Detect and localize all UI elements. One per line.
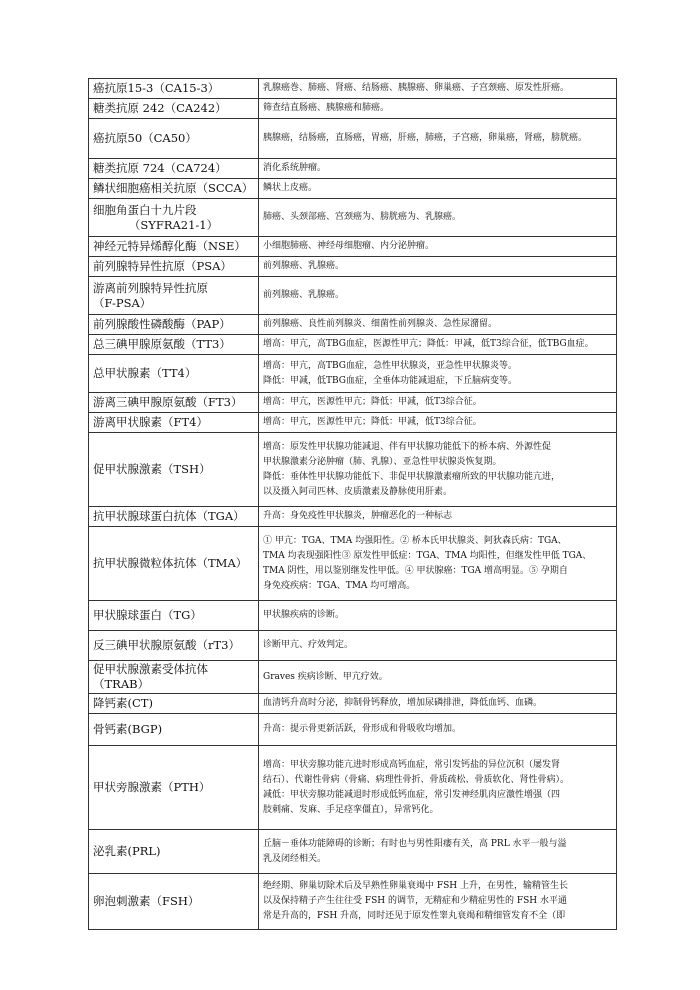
marker-description: 增高：甲亢，医源性甲亢；降低：甲减，低T3综合征。 bbox=[259, 393, 617, 413]
marker-name: 神经元特异烯醇化酶（NSE） bbox=[89, 237, 259, 257]
marker-description: 鳞状上皮癌。 bbox=[259, 179, 617, 199]
marker-name: 促甲状腺激素（TSH） bbox=[89, 433, 259, 507]
marker-description: Graves 疾病诊断、甲亢疗效。 bbox=[259, 661, 617, 694]
table-row bbox=[89, 393, 617, 413]
description-line: 增高：甲状旁腺功能亢进时形成高钙血症，常引发钙盐的异位沉积（屡发肾 bbox=[263, 759, 561, 770]
marker-name: 甲状旁腺激素（PTH） bbox=[89, 746, 259, 830]
table-row bbox=[89, 277, 617, 315]
description-line: 乳及闭经相关。 bbox=[263, 853, 327, 864]
description-line: 身免疫疾病：TGA、TMA 均可增高。 bbox=[263, 580, 416, 591]
marker-name: 前列腺特异性抗原（PSA） bbox=[89, 257, 259, 277]
marker-name: 糖类抗原 724（CA724） bbox=[89, 159, 259, 179]
table-row bbox=[89, 507, 617, 527]
table-row bbox=[89, 527, 617, 601]
marker-name: 前列腺酸性磷酸酶（PAP） bbox=[89, 315, 259, 335]
marker-description: 增高：甲亢，高TBG血症，医源性甲亢；降低：甲减，低T3综合征，低TBG血症。 bbox=[259, 335, 617, 355]
table-row bbox=[89, 631, 617, 661]
marker-description bbox=[259, 874, 617, 930]
marker-name: 卵泡刺激素（FSH） bbox=[89, 874, 259, 930]
marker-description: 小细胞肺癌、神经母细胞瘤、内分泌肿瘤。 bbox=[259, 237, 617, 257]
table-row bbox=[89, 746, 617, 830]
marker-name: 总三碘甲腺原氨酸（TT3） bbox=[89, 335, 259, 355]
marker-name-line: 细胞角蛋白十九片段 bbox=[93, 202, 197, 217]
marker-description bbox=[259, 433, 617, 507]
description-line: ① 甲亢：TGA、TMA 均强阳性。② 桥本氏甲状腺炎、阿狄森氏病：TGA、 bbox=[263, 535, 567, 546]
marker-description: 前列腺癌、良性前列腺炎、细菌性前列腺炎、急性尿潴留。 bbox=[259, 315, 617, 335]
marker-name-line: （SYFRA21-1） bbox=[128, 217, 219, 232]
marker-description: 诊断甲亢、疗效判定。 bbox=[259, 631, 617, 661]
table-row bbox=[89, 159, 617, 179]
description-line: 常是升高的，FSH 升高，同时还见于原发性睾丸衰竭和精细管发育不全（即 bbox=[263, 911, 566, 921]
marker-description: 胰腺癌，结肠癌，直肠癌，胃癌，肝癌，肺癌，子宫癌，卵巢癌，肾癌，膀胱癌。 bbox=[259, 119, 617, 159]
description-line: TMA 均表现强阳性③ 原发性甲低症：TGA、TMA 均阳性，但继发性甲低 TGA、 bbox=[263, 550, 592, 561]
description-line: 甲状腺激素分泌肿瘤（肺、乳腺）、亚急性甲状腺炎恢复期。 bbox=[263, 456, 502, 467]
table-row bbox=[89, 601, 617, 631]
description-line: 降低：甲减，低TBG血症，全垂体功能减退症，下丘脑病变等。 bbox=[263, 375, 517, 386]
marker-description: 前列腺癌、乳腺癌。 bbox=[259, 277, 617, 315]
marker-name: 总甲状腺素（TT4） bbox=[89, 355, 259, 393]
table-row bbox=[89, 237, 617, 257]
marker-name: 骨钙素(BGP) bbox=[89, 714, 259, 746]
marker-description bbox=[259, 355, 617, 393]
marker-description: 筛查结直肠癌、胰腺癌和肺癌。 bbox=[259, 99, 617, 119]
marker-name: 糖类抗原 242（CA242） bbox=[89, 99, 259, 119]
marker-name: 游离三碘甲腺原氨酸（FT3） bbox=[89, 393, 259, 413]
marker-description: 前列腺癌、乳腺癌。 bbox=[259, 257, 617, 277]
marker-name: 癌抗原15-3（CA15-3） bbox=[89, 79, 259, 99]
description-line: 以及保持精子产生往往受 FSH 的调节，无精症和少精症男性的 FSH 水平通 bbox=[263, 896, 567, 906]
table-row bbox=[89, 199, 617, 237]
marker-description: 肺癌、头颈部癌、宫颈癌为、膀胱癌为、乳腺癌。 bbox=[259, 199, 617, 237]
marker-name: 甲状腺球蛋白（TG） bbox=[89, 601, 259, 631]
table-row bbox=[89, 257, 617, 277]
table-row bbox=[89, 433, 617, 507]
marker-description: 升高：提示骨更新活跃，骨形成和骨吸收均增加。 bbox=[259, 714, 617, 746]
table-row bbox=[89, 119, 617, 159]
table-row bbox=[89, 99, 617, 119]
marker-name: 促甲状腺激素受体抗体（TRAB） bbox=[89, 661, 259, 694]
description-line: 增高：原发性甲状腺功能减退、伴有甲状腺功能低下的桥本病、外源性促 bbox=[263, 441, 552, 452]
description-line: TMA 阴性，用以鉴别继发性甲低。④ 甲状腺癌：TGA 增高明显。⑤ 孕期自 bbox=[263, 565, 568, 576]
marker-name: 游离甲状腺素（FT4） bbox=[89, 413, 259, 433]
marker-description: 升高：身免疫性甲状腺炎，肿瘤恶化的一种标志 bbox=[259, 507, 617, 527]
marker-name bbox=[89, 199, 259, 237]
description-line: 以及摄入阿司匹林、皮质激素及静脉使用肝素。 bbox=[263, 486, 453, 497]
marker-name: 抗甲状腺微粒体抗体（TMA） bbox=[89, 527, 259, 601]
table-row bbox=[89, 874, 617, 930]
table-row bbox=[89, 79, 617, 99]
description-line: 结石）、代谢性骨病（骨痛、病理性骨折、骨质疏松、骨质软化、肾性骨病）。 bbox=[263, 774, 570, 785]
description-line: 降低：垂体性甲状腺功能低下、非促甲状腺激素瘤所致的甲状腺功能亢进， bbox=[263, 471, 561, 482]
marker-description bbox=[259, 746, 617, 830]
marker-name-line: 游离前列腺特异性抗原 bbox=[93, 280, 208, 295]
marker-table bbox=[88, 78, 617, 930]
marker-name: 癌抗原50（CA50） bbox=[89, 119, 259, 159]
description-line: 绝经期、卵巢切除术后及早熟性卵巢衰竭中 FSH 上升，在男性，输精管生长 bbox=[263, 881, 568, 891]
table-row bbox=[89, 179, 617, 199]
marker-name bbox=[89, 277, 259, 315]
table-row bbox=[89, 355, 617, 393]
marker-description bbox=[259, 527, 617, 601]
table-row bbox=[89, 694, 617, 714]
description-line: 增高：甲亢，高TBG血症，急性甲状腺炎，亚急性甲状腺炎等。 bbox=[263, 360, 517, 371]
marker-name: 降钙素(CT) bbox=[89, 694, 259, 714]
table-row bbox=[89, 830, 617, 874]
table-row bbox=[89, 714, 617, 746]
table-row bbox=[89, 413, 617, 433]
marker-name-line: （F-PSA） bbox=[93, 295, 152, 310]
marker-description: 乳腺癌巻、肺癌、肾癌、结肠癌、胰腺癌、卵巢癌、子宫颈癌、原发性肝癌。 bbox=[259, 79, 617, 99]
marker-name: 泌乳素(PRL) bbox=[89, 830, 259, 874]
description-line: 丘脑－垂体功能障碍的诊断；有时也与男性阳痿有关，高 PRL 水平一般与溢 bbox=[263, 838, 567, 849]
marker-description: 消化系统肿瘤。 bbox=[259, 159, 617, 179]
marker-name: 抗甲状腺球蛋白抗体（TGA） bbox=[89, 507, 259, 527]
table-row bbox=[89, 335, 617, 355]
table-row bbox=[89, 315, 617, 335]
table-row bbox=[89, 661, 617, 694]
marker-description: 甲状腺疾病的诊断。 bbox=[259, 601, 617, 631]
marker-description bbox=[259, 830, 617, 874]
marker-name: 鳞状细胞癌相关抗原（SCCA） bbox=[89, 179, 259, 199]
marker-description: 血清钙升高时分泌，抑制骨钙释放，增加尿磷排泄，降低血钙、血磷。 bbox=[259, 694, 617, 714]
marker-description: 增高：甲亢，医源性甲亢；降低：甲减，低T3综合征。 bbox=[259, 413, 617, 433]
marker-name: 反三碘甲状腺原氨酸（rT3） bbox=[89, 631, 259, 661]
description-line: 减低：甲状旁腺功能减退时形成低钙血症，常引发神经肌肉应激性增强（四 bbox=[263, 789, 561, 800]
description-line: 肢刺痛、发麻、手足痉挛僵直），异常钙化。 bbox=[263, 804, 439, 815]
